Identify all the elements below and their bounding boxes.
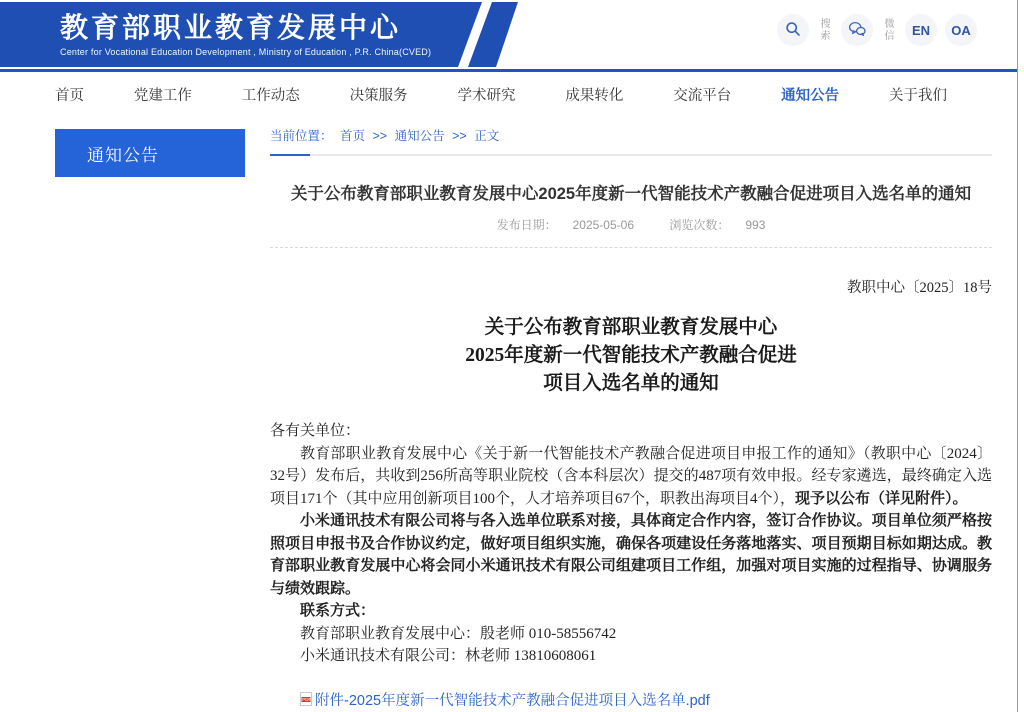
search-button[interactable]	[777, 14, 809, 46]
breadcrumb-notices[interactable]: 通知公告	[394, 129, 445, 143]
nav-item-policy-service[interactable]: 决策服务	[349, 87, 408, 104]
publish-date-label: 发布日期：	[496, 218, 557, 232]
article	[270, 183, 992, 710]
article-body	[270, 420, 992, 668]
breadcrumb-rule-accent	[270, 154, 310, 156]
heading-line-3: 项目入选名单的通知	[543, 373, 719, 394]
main-column	[270, 126, 992, 710]
heading-line-1: 关于公布教育部职业教育发展中心	[484, 317, 778, 338]
site-subtitle: Center for Vocational Education Development , Ministry of Education , P.R. China(CVED)	[60, 47, 432, 57]
nav-item-academic-research[interactable]: 学术研究	[457, 87, 516, 104]
oa-system-button[interactable]: OA	[945, 14, 977, 46]
paragraph-1-bold: 现予以公布（详见附件）。	[795, 490, 968, 507]
svg-text:PDF: PDF	[302, 697, 312, 703]
search-label: 搜索	[818, 18, 829, 42]
sidebar-section-title[interactable]: 通知公告	[55, 129, 245, 177]
search-icon	[785, 21, 801, 40]
attachment-link[interactable]: 附件-2025年度新一代智能技术产教融合促进项目入选名单.pdf	[315, 692, 710, 709]
header-divider	[0, 69, 1017, 72]
nav-item-exchange-platform[interactable]: 交流平台	[673, 87, 732, 104]
paragraph-2: 小米通讯技术有限公司将与各入选单位联系对接，具体商定合作内容，签订合作协议。项目单位须严格按照项目申报书及合作协议约定，做好项目组织实施，确保各项建设任务落地落实、项目预期目标如期达成。教育部职业教育发展中心将会同小米通讯技术有限公司组建项目工作组，加强对项目实施的过程指导、协调服务与绩效跟踪。	[270, 513, 992, 597]
english-version-button[interactable]: EN	[905, 14, 937, 46]
breadcrumb-separator: >>	[452, 129, 467, 143]
breadcrumb-current: 正文	[474, 129, 500, 143]
document-number: 教职中心〔2025〕18号	[847, 280, 992, 296]
content-area	[0, 116, 1017, 709]
nav-item-work-news[interactable]: 工作动态	[241, 87, 300, 104]
nav-item-notices[interactable]: 通知公告	[781, 87, 840, 104]
site-title: 教育部职业教育发展中心	[60, 12, 402, 43]
site-header	[0, 0, 1017, 72]
contact-line-1: 教育部职业教育发展中心：殷老师 010-58556742	[300, 625, 617, 642]
paragraph-1: 教育部职业教育发展中心《关于新一代智能技术产教融合促进项目申报工作的通知》（教职中心〔2024〕32号）发布后，共收到256所高等职业院校（含本科层次）提交的487项有效申报。经专家遴选，最终确定入选项目171个（其中应用创新项目100个，人才培养项目67个，职教出海项目4个），现予以公布（详见附件）。	[270, 445, 992, 507]
document-heading	[270, 314, 992, 398]
views-label: 浏览次数：	[669, 218, 730, 232]
breadcrumb	[270, 126, 992, 148]
wechat-label: 微信	[882, 18, 893, 42]
nav-item-party-building[interactable]: 党建工作	[133, 87, 192, 104]
article-page-title: 关于公布教育部职业教育发展中心2025年度新一代智能技术产教融合促进项目入选名单的通知	[290, 185, 972, 203]
nav-item-achievement-transfer[interactable]: 成果转化	[565, 87, 624, 104]
meta-divider	[270, 247, 992, 248]
wechat-icon	[848, 21, 866, 40]
heading-line-2: 2025年度新一代智能技术产教融合促进	[465, 345, 797, 366]
nav-item-about-us[interactable]: 关于我们	[889, 87, 947, 104]
breadcrumb-separator: >>	[372, 129, 388, 143]
pdf-file-icon	[300, 692, 312, 706]
attachment-row	[270, 689, 992, 710]
main-nav	[0, 72, 1017, 116]
header-toolbar	[777, 14, 977, 46]
publish-date-value: 2025-05-06	[572, 218, 634, 232]
nav-item-home[interactable]: 首页	[55, 87, 84, 104]
wechat-button[interactable]	[841, 14, 873, 46]
site-logo[interactable]	[60, 12, 431, 57]
salutation: 各有关单位：	[270, 423, 361, 439]
breadcrumb-label: 当前位置：	[270, 129, 333, 143]
contact-line-2: 小米通讯技术有限公司：林老师 13810608061	[300, 648, 597, 664]
breadcrumb-rule	[270, 154, 992, 156]
views-value: 993	[745, 218, 766, 232]
contact-label: 联系方式：	[300, 603, 376, 619]
breadcrumb-home[interactable]: 首页	[340, 129, 366, 143]
article-meta	[270, 216, 992, 233]
